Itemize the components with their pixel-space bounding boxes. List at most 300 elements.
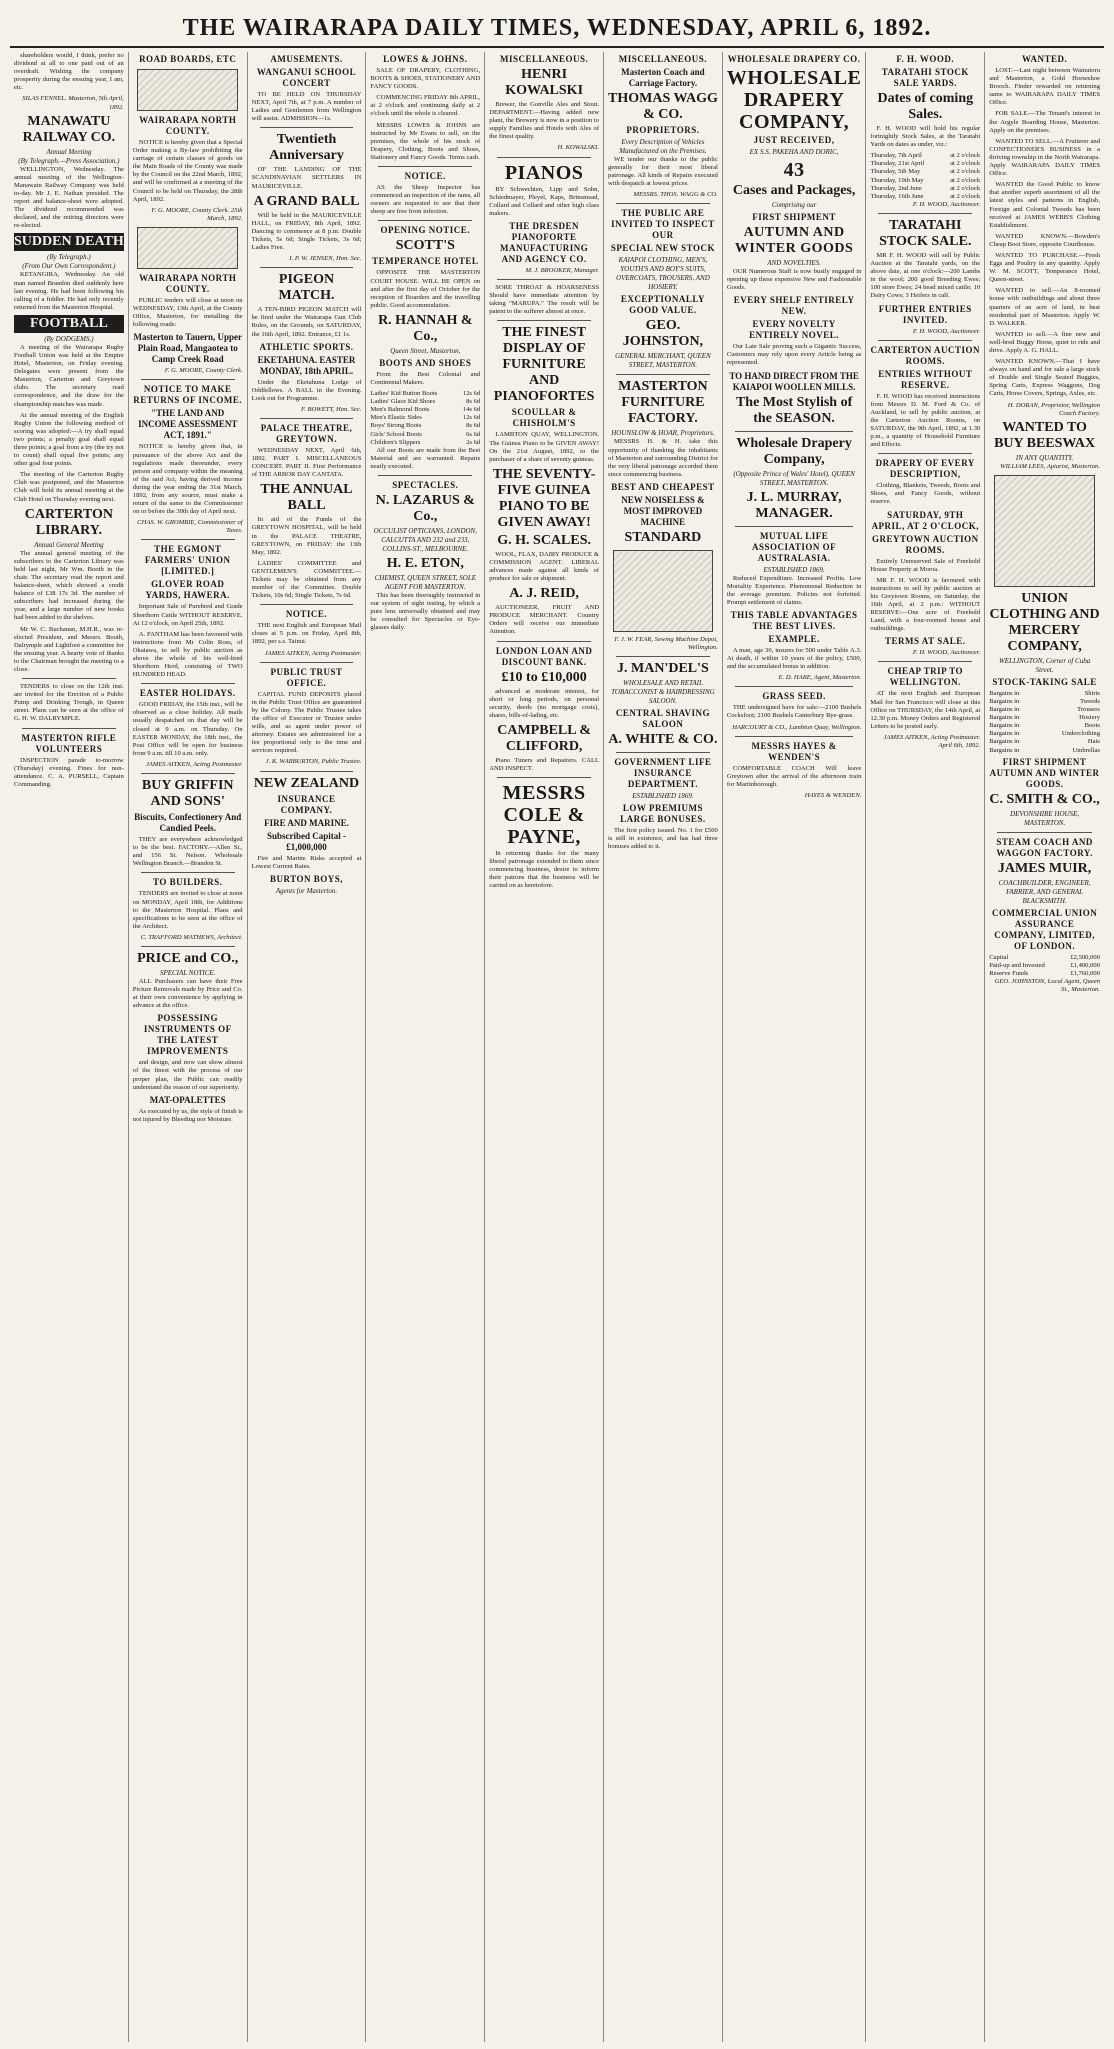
heading: FOOTBALL [14, 315, 124, 333]
divider [141, 379, 235, 380]
paragraph: FOR SALE.—The Tenant's interest in the Argyle Boarding House, Masterton. Apply on the premises. [989, 110, 1100, 134]
price-item: Bargains in [989, 730, 1020, 738]
column-8 [866, 52, 985, 2042]
paragraph: MR F. H. WOOD is favoured with instructions to sell by public auction at his Greytown Rooms, on Saturday, the 16th April, at 2 p.m.: WITHOUT RESERVE:—One acre of Freehold Land, with a four-roomed house and outbuildings. [870, 576, 981, 633]
signature: M. J. BROOKER, Manager. [525, 266, 600, 274]
heading: Masterton Coach and Carriage Factory. [621, 67, 705, 88]
price-value: Hats [1087, 738, 1100, 746]
paragraph: All our Boots are made from the Best Material and are warranted. Repairs neatly executed. [370, 446, 481, 470]
price-item: Thursday, 7th April [870, 152, 922, 160]
heading: ENTRIES WITHOUT RESERVE. [878, 368, 973, 390]
subheading: WHOLESALE AND RETAIL TOBACCONIST & HAIRDRESSING SALOON. [611, 679, 715, 706]
subheading: (By DODGEMS.) [44, 334, 94, 343]
signature: I. P. W. JENSEN, Hon. Sec. [289, 255, 362, 263]
paragraph: WEDNESDAY NEXT, April 6th, 1892. PART I. MISCELLANEOUS CONCERT. PART II. First Performance of THE ARBOR DAY CANTATA. [251, 446, 362, 479]
paragraph: Brewer, the Gonville Ales and Stout. DEPARTMENT.—Having added new plant, the Brewery is now in a position to supply Families and Hotels with Ales of the finest quality. [489, 101, 600, 141]
heading: CENTRAL SHAVING SALOON [615, 708, 710, 730]
price-row [989, 738, 1100, 746]
heading: WAIRARAPA NORTH COUNTY. [139, 115, 237, 136]
divider [378, 475, 472, 476]
heading: PROPRIETORS. [626, 125, 700, 135]
illustration-image [994, 475, 1096, 587]
signature: GEO. JOHNSTON, Local Agent, Queen St., Masterton. [994, 977, 1100, 993]
column-1 [10, 52, 129, 2042]
subheading: WELLINGTON, Corner of Cuba Street. [998, 656, 1091, 674]
heading: The Most Stylish of the SEASON. [735, 394, 853, 426]
price-row [370, 406, 480, 414]
price-row [989, 962, 1100, 970]
heading: Cases and Packages, [732, 183, 856, 198]
heading: MESSRS COLE & PAYNE, [502, 782, 586, 849]
signature: C. TRAFFORD MATHEWS, Architect. [140, 933, 243, 941]
price-item: Thursday, 19th May [870, 176, 924, 184]
heading: EASTER HOLIDAYS. [139, 688, 236, 699]
price-item: Bargains in [989, 697, 1020, 705]
heading: SCOTT'S [395, 238, 455, 254]
paragraph: WANTED to sell.—An 8-roomed house with outbuildings and about three quarters of an acre of land, in best residential part of Masterton. Apply W. D. WALKER. [989, 287, 1100, 327]
heading: EKETAHUNA. EASTER MONDAY, 18th APRIL. [257, 354, 356, 376]
heading: LOWES & JOHNS. [383, 54, 468, 64]
signature: CHAS. W. GROMBIE, Commissioner of Taxes. [137, 519, 243, 535]
price-item: Bargains in [989, 706, 1020, 714]
heading: GOVERNMENT LIFE INSURANCE DEPARTMENT. [614, 757, 712, 790]
price-row [370, 431, 480, 439]
heading: THE ANNUAL BALL [260, 482, 353, 514]
subheading: (From Our Own Correspondent.) [22, 262, 116, 271]
heading: PUBLIC TRUST OFFICE. [270, 666, 343, 688]
divider [735, 431, 854, 432]
price-row [989, 747, 1100, 755]
price-row [989, 954, 1100, 962]
price-value: at 2 o'clock [950, 168, 981, 176]
paragraph: SALE OF DRAPERY, CLOTHING, BOOTS & SHOES, STATIONERY AND FANCY GOODS. [370, 67, 481, 91]
divider [997, 832, 1092, 833]
price-row [370, 390, 480, 398]
price-value: Tweeds [1079, 697, 1100, 705]
heading: LONDON LOAN AND DISCOUNT BANK. [495, 645, 593, 667]
subheading: (By Telegraph.) [47, 253, 91, 262]
subheading: COACHBUILDER, ENGINEER, FARRIER, AND GENERAL BLACKSMITH. [998, 878, 1091, 905]
heading: J. MAN'DEL'S [617, 661, 709, 677]
heading: JAMES MUIR, [997, 860, 1092, 876]
paragraph: AT the next English and European Mail for San Francisco will close at this Office on THURSDAY, the 14th April, at 12.30 p.m. Money Orders and Registered Letters to be posted early. [870, 690, 981, 730]
price-row [370, 439, 480, 447]
signature: F. H. WOOD, Auctioneer. [912, 649, 981, 657]
heading: TO HAND DIRECT FROM THE KAIAPOI WOOLLEN MILLS. [729, 370, 859, 392]
price-value: 6s 6d [466, 430, 481, 438]
heading: THOMAS WAGG & CO. [608, 91, 718, 122]
heading: FURTHER ENTRIES INVITED. [878, 303, 972, 325]
signature: H. DORAN, Proprietor, Wellington Coach Factory. [1007, 401, 1100, 417]
paragraph: ALL Purchasers can have their Free Picture Removals made by Price and Co. at their own convenience by applying in advance at the office. [132, 977, 243, 1010]
paragraph: and design, and now can show almost of the finest with the process of our proper plan, the Public can readily understand the reason of our superiority. [132, 1059, 243, 1091]
price-row [870, 160, 980, 168]
heading: JUST RECEIVED, [753, 135, 835, 145]
heading: WHOLESALE DRAPERY COMPANY, [726, 67, 862, 133]
price-row [870, 168, 980, 176]
heading: BURTON BOYS, [269, 873, 344, 884]
heading: MESSRS HAYES & WENDEN'S [751, 740, 837, 762]
signature: HAYES & WENDEN. [804, 791, 862, 799]
heading: A. J. REID, [509, 586, 579, 602]
signature: F. H. WOOD, Auctioneer. [912, 327, 981, 335]
paragraph: SORE THROAT & HOARSENESS Should have immediate attention by taking "MARUPA." The result will be patent to the sufferer almost at once. [489, 284, 600, 316]
heading: J. L. MURRAY, MANAGER. [746, 489, 842, 521]
heading: SPECTACLES. [392, 480, 459, 490]
divider [260, 662, 354, 663]
paragraph: A TEN-BIRD PIGEON MATCH will be fired under the Wairarapa Gun Club Rules, on the Grounds, on SATURDAY, the 16th April, 1892. Entrance, £1 1s. [251, 306, 362, 338]
heading: WHOLESALE DRAPERY CO. [727, 54, 861, 64]
price-list [370, 390, 480, 447]
paragraph: AS the Sheep Inspector has commenced an inspection of the rams, all owners are requested to see that their sheep are free from infection. [370, 184, 481, 216]
price-row [370, 414, 480, 422]
heading: MISCELLANEOUS. [499, 54, 589, 64]
heading: STANDARD [624, 529, 702, 545]
column-9 [985, 52, 1104, 2042]
paragraph: OUR Numerous Staff is now busily engaged in opening up these expensive New and Fashionable Goods. [726, 268, 862, 292]
column-2 [129, 52, 248, 2042]
price-value: at 2 o'clock [950, 176, 981, 184]
paragraph: advanced at moderate interest, for short or long periods, on personal security, deeds (no mortgage costs), shares, bills-of-lading, etc. [489, 687, 600, 719]
paragraph: Under the Eketahuna Lodge of Oddfellows. A BALL in the Evening. Look out for Programme. [251, 378, 362, 402]
price-row [989, 730, 1100, 738]
heading: G. H. SCALES. [497, 532, 591, 548]
heading: TEMPERANCE HOTEL [372, 256, 479, 267]
price-value: 2s 6d [466, 438, 481, 446]
paragraph: COMFORTABLE COACH Will leave Greytown after the arrival of the afternoon train for Martinborough. [726, 764, 862, 788]
illustration-image [137, 69, 238, 111]
subheading: ESTABLISHED 1869. [632, 792, 694, 801]
paragraph: WANTED TO SELL.—A Fruiterer and CONFECTIONER'S BUSINESS in a thriving township in the North Wairarapa. Apply WAIRARAPA DAILY TIMES Office. [989, 137, 1100, 178]
paragraph: WANTED TO PURCHASE.—Fresh Eggs and Poultry in any quantity. Apply W. M. SCOTT, Temperance Hotel, Queen-street. [989, 251, 1100, 284]
heading: H. E. ETON, [386, 556, 464, 571]
heading: NOTICE. [404, 171, 446, 182]
paragraph: WOOL, FLAX, DAIRY PRODUCE & COMMISSION AGENT. LIBERAL advances made against all kinds of produce for sale or shipment. [489, 550, 600, 583]
price-value: Shirts [1084, 689, 1100, 697]
heading: MASTERTON RIFLE VOLUNTEERS [21, 732, 117, 754]
heading: A GRAND BALL [253, 193, 360, 209]
divider [260, 127, 354, 128]
heading: WANGANUI SCHOOL CONCERT [256, 67, 357, 88]
paragraph: TENDERS to close on the 12th inst. are invited for the Erection of a Public Pump and Drinking Trough, in Queen street. Plans can be seen at the office of G. H. W. DALRYMPLE. [14, 683, 124, 723]
paragraph: WANTED the Good Public to know that another superb assortment of all the latest styles and patterns in English, Foreign and Colonial Tweeds has been received at JAMES WEBB'S Clothing Establishment. [989, 181, 1100, 229]
subheading: EX S.S. PAKEHA AND DORIC, [749, 148, 839, 156]
illustration-image [137, 227, 238, 269]
heading: Wholesale Drapery Company, [736, 435, 852, 467]
price-value: £1,400,000 [1070, 961, 1100, 969]
price-row [870, 177, 980, 185]
heading: TARATAHI STOCK SALE YARDS. [881, 67, 969, 88]
subheading: DEVONSHIRE HOUSE, MASTERTON. [1010, 809, 1080, 827]
heading: TERMS AT SALE. [885, 636, 966, 647]
price-row [370, 422, 480, 430]
heading: STEAM COACH AND WAGGON FACTORY. [996, 836, 1093, 858]
heading: SCOULLAR & CHISHOLM'S [511, 407, 577, 429]
paragraph: F. H. WOOD will hold his regular fortnightly Stock Sales, at the Taratahi Yards on dates as under, viz.: [870, 125, 981, 149]
divider [141, 773, 235, 774]
divider [497, 157, 591, 158]
signature: F. J. W. FEAR, Sewing Machine Depot, Wellington. [614, 635, 718, 652]
signature: WILLIAM LEES, Apiarist, Masterton. [1000, 462, 1100, 470]
heading: EXCEPTIONALLY GOOD VALUE. [620, 294, 706, 316]
heading: Subscribed Capital - £1,000,000 [267, 830, 347, 852]
subheading: SPECIAL NOTICE. [159, 968, 216, 977]
heading: MUTUAL LIFE ASSOCIATION OF AUSTRALASIA. [752, 530, 837, 563]
illustration-image [613, 550, 714, 632]
price-row [989, 970, 1100, 978]
price-row [370, 398, 480, 406]
heading: BUY GRIFFIN AND SONS' [141, 778, 234, 810]
subheading: Comprising our [771, 201, 817, 209]
paragraph: Reduced Expenditure. Increased Profits. Low Mortality Experience. Phenomenal Reduction in the average premium. Policies not forfeited. Prompt settlement of claims. [726, 574, 862, 606]
heading: PALACE THEATRE, GREYTOWN. [260, 422, 353, 444]
price-value: Boots [1084, 722, 1100, 730]
subheading: OCCULIST OPTICIANS, LONDON, CALCUTTA AND 232 and 233, COLLINS-ST., MELBOURNE. [373, 527, 477, 553]
subheading: AND NOVELTIES. [767, 259, 821, 267]
heading: AUTUMN AND WINTER GOODS [734, 225, 854, 256]
signature: HARCOURT & CO., Lambton Quay, Wellington. [732, 723, 862, 731]
price-value: £2,500,000 [1070, 953, 1100, 961]
paragraph: MR F. H. WOOD will sell by Public Auction at the Taratahi yards, on the above date, at one o'clock:—200 Lambs in the wool; 200 good Breeding Ewes; 100 store Ewes; 24 head mixed cattle; 10 Dairy Cows; 3 Heifers in calf. [870, 251, 981, 300]
heading: THE EGMONT FARMERS' UNION [LIMITED.] [144, 544, 231, 577]
column-3 [248, 52, 367, 2042]
paragraph: WANTED KNOWN.—Bowden's Cheap Boot Store, opposite Courthouse. [989, 232, 1100, 248]
signature: F. H. WOOD, Auctioneer. [912, 200, 981, 208]
heading: COMMERCIAL UNION ASSURANCE COMPANY, LIMITED, OF LONDON. [991, 907, 1098, 951]
price-item: Thursday, 16th June [870, 192, 924, 200]
column-4 [366, 52, 485, 2042]
divider [497, 641, 591, 642]
price-item: Bargains in [989, 738, 1020, 746]
signature: F. BOWETT, Hon. Sec. [301, 405, 362, 413]
signature: JAMES AITKEN, Acting Postmaster. [264, 649, 362, 657]
signature: J. K. WARBURTON, Public Trustee. [265, 758, 362, 766]
price-value: 12s 6d [462, 390, 481, 398]
price-row [989, 722, 1100, 730]
paragraph: GOOD FRIDAY, the 15th inst., will be observed as a close holiday. All mails usually despatched on that day will be closed at 9 a.m. on Thursday. On EASTER MONDAY, the 18th inst., the Post Office will be open for business from 9 a.m. till 10 a.m. only. [132, 701, 243, 757]
price-row [870, 152, 980, 160]
price-row [989, 706, 1100, 714]
signature: JAMES AITKEN, Acting Postmaster. [145, 760, 243, 768]
heading: THE SEVENTY-FIVE GUINEA PIANO TO BE GIVEN AWAY! [492, 466, 596, 530]
heading: SATURDAY, 9TH APRIL, AT 2 O'CLOCK, [871, 509, 979, 531]
paragraph: shareholders would, I think, prefer no dividend at all to one paid out of an overdraft. Wishing the company prosperity during the ensuing year, I am, etc. [14, 52, 124, 92]
paragraph: Mr W. C. Buchanan, M.H.R., was re-elected President, and Messrs. Booth, Dalrymple and Lightfoot a committee for the ensuing year. A hearty vote of thanks to the Chairman brought the meeting to a close. [14, 625, 124, 673]
divider [735, 526, 854, 527]
price-item: Bargains in [989, 746, 1020, 754]
heading: MAT-OPALETTES [149, 1094, 226, 1105]
signature: MESSRS. THOS. WAGG & CO. [633, 191, 718, 199]
heading: N. LAZARUS & Co., [375, 493, 475, 524]
divider [260, 604, 354, 605]
paragraph: At the annual meeting of the English Rugby Union the following method of scoring was adopted:—A try shall equal two points; a penalty goal shall equal three points; a goal from a try (the try not to count) shall equal five points; any other goal four points. [14, 411, 124, 468]
heading: HENRI KOWALSKI [505, 67, 584, 98]
heading: GEO. JOHNSTON, [622, 318, 704, 350]
subheading: ESTABLISHED 1869. [763, 565, 825, 574]
divider [735, 736, 854, 737]
heading: PRICE and CO., [137, 950, 239, 966]
heading: FIRST SHIPMENT AUTUMN AND WINTER GOODS. [989, 756, 1100, 789]
price-item: Bargains in [989, 714, 1020, 722]
paragraph: Clothing, Blankets, Tweeds, Boots and Shoes, and Fancy Goods, without reserve. [870, 482, 981, 506]
heading: NEW NOISELESS & MOST IMPROVED MACHINE [621, 494, 705, 527]
paragraph: MESSRS H. & H. take this opportunity of thanking the inhabitants of Masterton and surrounding District for the very liberal patronage accorded them since commencing business. [608, 438, 718, 478]
divider [260, 771, 354, 772]
price-row [989, 714, 1100, 722]
heading: ATHLETIC SPORTS. [259, 341, 354, 352]
paragraph: Entirely Unreserved Sale of Freehold House Property at Moroa. [870, 557, 981, 573]
paragraph: F. H. WOOD has received instructions from Messrs D. M. Ford & Co. of Auckland, to sell by public auction, at the Carterton Auction Rooms, on SATURDAY, the 9th April, 1892, at 1.30 p.m., a quantity of Household Furniture and Effects. [870, 392, 981, 449]
heading: MANAWATU RAILWAY CO. [22, 113, 116, 145]
heading: THE FINEST DISPLAY OF FURNITURE AND PIANOFORTES [493, 325, 595, 405]
heading: STOCK-TAKING SALE [992, 676, 1097, 687]
paragraph: AUCTIONEER, FRUIT AND PRODUCE MERCHANT. Country Orders will receive our immediate Attention. [489, 604, 600, 636]
divider [378, 166, 472, 167]
column-6 [604, 52, 723, 2042]
heading: CARTERTON AUCTION ROOMS. [870, 344, 981, 366]
heading: INSURANCE COMPANY. [277, 793, 336, 815]
heading: THE DRESDEN PIANOFORTE MANUFACTURING AND AGENCY CO. [499, 220, 589, 264]
heading: EVERY SHELF ENTIRELY NEW. [733, 295, 855, 317]
price-value: at 2 o'clock [950, 152, 981, 160]
subheading: Agents for Masterton. [275, 886, 338, 895]
subheading: IN ANY QUANTITY. [1015, 453, 1074, 462]
heading: THIS TABLE ADVANTAGES THE BEST LIVES. [730, 609, 858, 631]
price-item: Girls' School Boots [370, 430, 422, 438]
paragraph: CAPITAL FUND DEPOSITS placed in the Public Trust Office are guaranteed by the Colony. The Public Trustee takes the office of Executor or Trustee under wills, and as agent under power of attorney. Estates are administered for a fee proportional only to the time and services required. [251, 690, 362, 755]
paragraph: Fire and Marine Risks accepted at Lowest Current Rates. [251, 854, 362, 870]
subheading: Queen Street, Masterton, [390, 346, 461, 355]
subheading: Annual Meeting [46, 147, 92, 156]
paragraph: Important Sale of Purebred and Grade Shorthorn Cattle WITHOUT RESERVE. At 12 o'clock, on April 25th, 1892. [132, 603, 243, 627]
paragraph: As executed by us, the style of finish is not injured by Bleeding nor Moisture. [132, 1107, 243, 1123]
price-value: 12s 6d [462, 414, 481, 422]
paragraph: WANTED to sell.—A fine new and well-bred Buggy Horse, quiet to ride and drive. Apply A. G. HALL. [989, 330, 1100, 354]
price-item: Paid-up and Invested [989, 961, 1045, 969]
paragraph: The meeting of the Carterton Rugby Club was postponed, and the Masterton Club will hold its annual meeting at the Club Hotel on Thursday evening next. [14, 471, 124, 503]
divider [616, 656, 710, 657]
heading: ROAD BOARDS, ETC [139, 54, 237, 64]
paragraph: WELLINGTON, Wednesday. The annual meeting of the Wellington-Manawatu Railway Company was held to-day. Mr J. E. Nathan presided. The report and balance-sheet were adopted. The dividend recommended was declared, and the retiring directors were re-elected. [14, 165, 124, 230]
heading: C. SMITH & CO., [989, 791, 1100, 807]
subheading: Every Description of Vehicles Manufactured on the Premises. [619, 138, 707, 155]
divider [878, 213, 972, 214]
price-item: Bargains in [989, 722, 1020, 730]
column-5 [485, 52, 604, 2042]
heading: Twentieth Anniversary [269, 132, 344, 164]
signature: H. KOWALSKI. [557, 144, 600, 152]
divider [22, 678, 116, 679]
paragraph: TO BE HELD ON THURSDAY NEXT, April 7th, at 7 p.m. A number of Ladies and Gentlemen from Wellington will assist. ADMISSION—1s. [251, 91, 362, 123]
paragraph: LOST.—Last night between Wainuioru and Masterton, a Gold Horseshoe Brooch. Finder rewarded on returning same to WAIRARAPA DAILY TIMES Office. [989, 67, 1100, 107]
signature: E. D. HARE, Agent, Masterton. [778, 674, 862, 682]
subheading: CHEMIST, QUEEN STREET, SOLE AGENT FOR MASTERTON. [374, 574, 477, 591]
divider [497, 320, 591, 321]
price-value: Hosiery [1079, 714, 1100, 722]
heading: UNION CLOTHING AND MERCERY COMPANY, [989, 590, 1100, 654]
heading: PIANOS [504, 161, 584, 184]
price-list [989, 690, 1100, 755]
paragraph: OF THE LANDING OF THE SCANDINAVIAN SETTLERS IN MAURICEVILLE. [251, 166, 362, 190]
heading: LOW PREMIUMS LARGE BONUSES. [620, 803, 706, 825]
price-row [870, 185, 980, 193]
paragraph: NOTICE is hereby given that, in pursuance of the above Act and the regulations made thereunder, every person and company within the meaning of the said Act, having derived income during the year ending the 31st March, 1892, from any source, must make a return of the same to the Commissioner on or before the 30th day of April next. [132, 443, 243, 516]
paragraph: BY Schwechten, Lipp and Sohn, Schiedmayer, Pleyel, Kaps, Brinsmead, Collard and Collard and other high class makers. [489, 185, 600, 217]
divider [260, 418, 354, 419]
paragraph: Our Late Sale proving such a Gigantic Success, Customers may rely upon every Article being as represented. [726, 343, 862, 367]
signature: JAMES AITKEN, Acting Postmaster. April 6th, 1892. [883, 733, 981, 750]
price-value: at 2 o'clock [950, 160, 981, 168]
heading: R. HANNAH & Co., [378, 312, 473, 344]
paragraph: OPPOSITE THE MASTERTON COURT HOUSE. WILL BE OPEN on and after the first day of October for the reception of Boarders and the travelling public. Good accommodation. [370, 269, 481, 309]
divider [260, 267, 354, 268]
heading: Biscuits, Confectionery And Candied Peels. [134, 812, 242, 834]
heading: TARATAHI STOCK SALE. [879, 217, 972, 249]
heading: OPENING NOTICE. [380, 225, 471, 236]
heading: SUDDEN DEATH [14, 234, 124, 250]
paragraph: WE tender our thanks to the public generally for their most liberal patronage. All kinds of Repairs executed with despatch at lowest prices. [608, 156, 718, 188]
column-7 [723, 52, 867, 2042]
price-value: Underclothing [1061, 730, 1100, 738]
paragraph: MESSRS LOWES & JOHNS are instructed by Mr Evans to sell, on the premises, the whole of his stock of Drapery, Clothing, Boots and Shoes, Stationery and Fancy Goods. Terms cash. [370, 121, 481, 161]
price-row [989, 690, 1100, 698]
heading: WAIRARAPA NORTH COUNTY. [139, 272, 237, 294]
masthead-title: THE WAIRARAPA DAILY TIMES, WEDNESDAY, APRIL 6, 1892. [182, 15, 932, 41]
paragraph: INSPECTION parade to-morrow (Thursday) evening. Fines for non-attendance. C. A. PURSELL, Captain Commanding. [14, 756, 124, 788]
heading: WANTED TO BUY BEESWAX [994, 419, 1096, 451]
price-item: Children's Slippers [370, 438, 421, 446]
heading: 43 [783, 159, 805, 181]
paragraph: TENDERS are invited to close at noon on MONDAY, April 18th, for Additions to the Masterton Hospital. Plans and specifications to be seen at the office of the Architect. [132, 890, 243, 930]
subheading: Annual General Meeting [34, 540, 104, 549]
heading: TO BUILDERS. [153, 877, 223, 888]
price-list [989, 954, 1100, 978]
paragraph: THE undersigned have for sale:—2100 Bushels Cocksfoot; 2100 Bushels Canterbury Rye-grass. [726, 704, 862, 720]
price-value: at 2 o'clock [950, 192, 981, 200]
paragraph: THEY are everywhere acknowledged to be the best. FACTORY.—Allen St., and 156 St. Nelson. Wholesale Wellington Branch.—Brandon St. [132, 836, 243, 868]
heading: NEW ZEALAND [253, 775, 360, 791]
paragraph: This has been thoroughly instructed in our system of sight testing, by which a pure lens universally obtained and may be consulted for Spectacles or Eye-glasses daily. [370, 592, 481, 632]
paragraph: NOTICE is hereby given that a Special Order making a By-law prohibiting the carriage of certain classes of goods on the Main Roads of the County was made by the Council on the 22nd March, 1892, and will be confirmed at a meeting of the Council to be held on Thursday, the 28th April, 1892. [132, 139, 243, 203]
subheading: KAIAPOI CLOTHING, MEN'S, YOUTH'S AND BOY'S SUITS, OVERCOATS, TROUSERS, AND HOSIERY. [616, 256, 710, 292]
heading: NOTICE. [285, 609, 328, 620]
heading: MISCELLANEOUS. [618, 54, 708, 64]
paragraph: A. FANTHAM has been favoured with instructions from Mr Colin Ross, of Okaiawa, to sell by public auction as above the whole of his well-bred Shorthorn Herd, consisting of TWO HUNDRED HEAD. [132, 630, 243, 679]
divider [22, 728, 116, 729]
heading: CAMPBELL & CLIFFORD, [497, 722, 591, 754]
signature: F. G. MOORE, County Clerk. [164, 367, 243, 375]
subheading: (By Telegraph.—Press Association.) [18, 156, 120, 165]
divider [878, 453, 972, 454]
heading: GLOVER ROAD YARDS, HAWERA. [145, 579, 230, 601]
heading: GRASS SEED. [762, 691, 826, 702]
price-item: Ladies' Glace Kid Shoes [370, 398, 436, 406]
signature: SILAS FENNEL. Masterton, 5th April, 1892. [22, 95, 124, 111]
price-item: Bargains in [989, 689, 1020, 697]
paragraph: THE next English and European Mail closes at 5 p.m. on Friday, April 8th, 1892, per s.s. Tainui. [251, 622, 362, 646]
divider [141, 946, 235, 947]
price-item: Thursday, 21st April [870, 160, 925, 168]
heading: F. H. WOOD. [896, 54, 955, 64]
heading: NOTICE TO MAKE RETURNS OF INCOME. [133, 384, 243, 406]
divider [616, 752, 710, 753]
heading: EVERY NOVELTY ENTIRELY NOVEL. [749, 319, 840, 341]
columns-container [10, 52, 1104, 2042]
price-list [870, 152, 980, 201]
heading: FIRE AND MARINE. [264, 817, 349, 828]
paragraph: In returning thanks for the many liberal patronage extended to them since commencing business, desire to inform their patrons that the business will be carried on as heretofore. [489, 850, 600, 890]
price-value: £1,760,000 [1070, 969, 1100, 977]
